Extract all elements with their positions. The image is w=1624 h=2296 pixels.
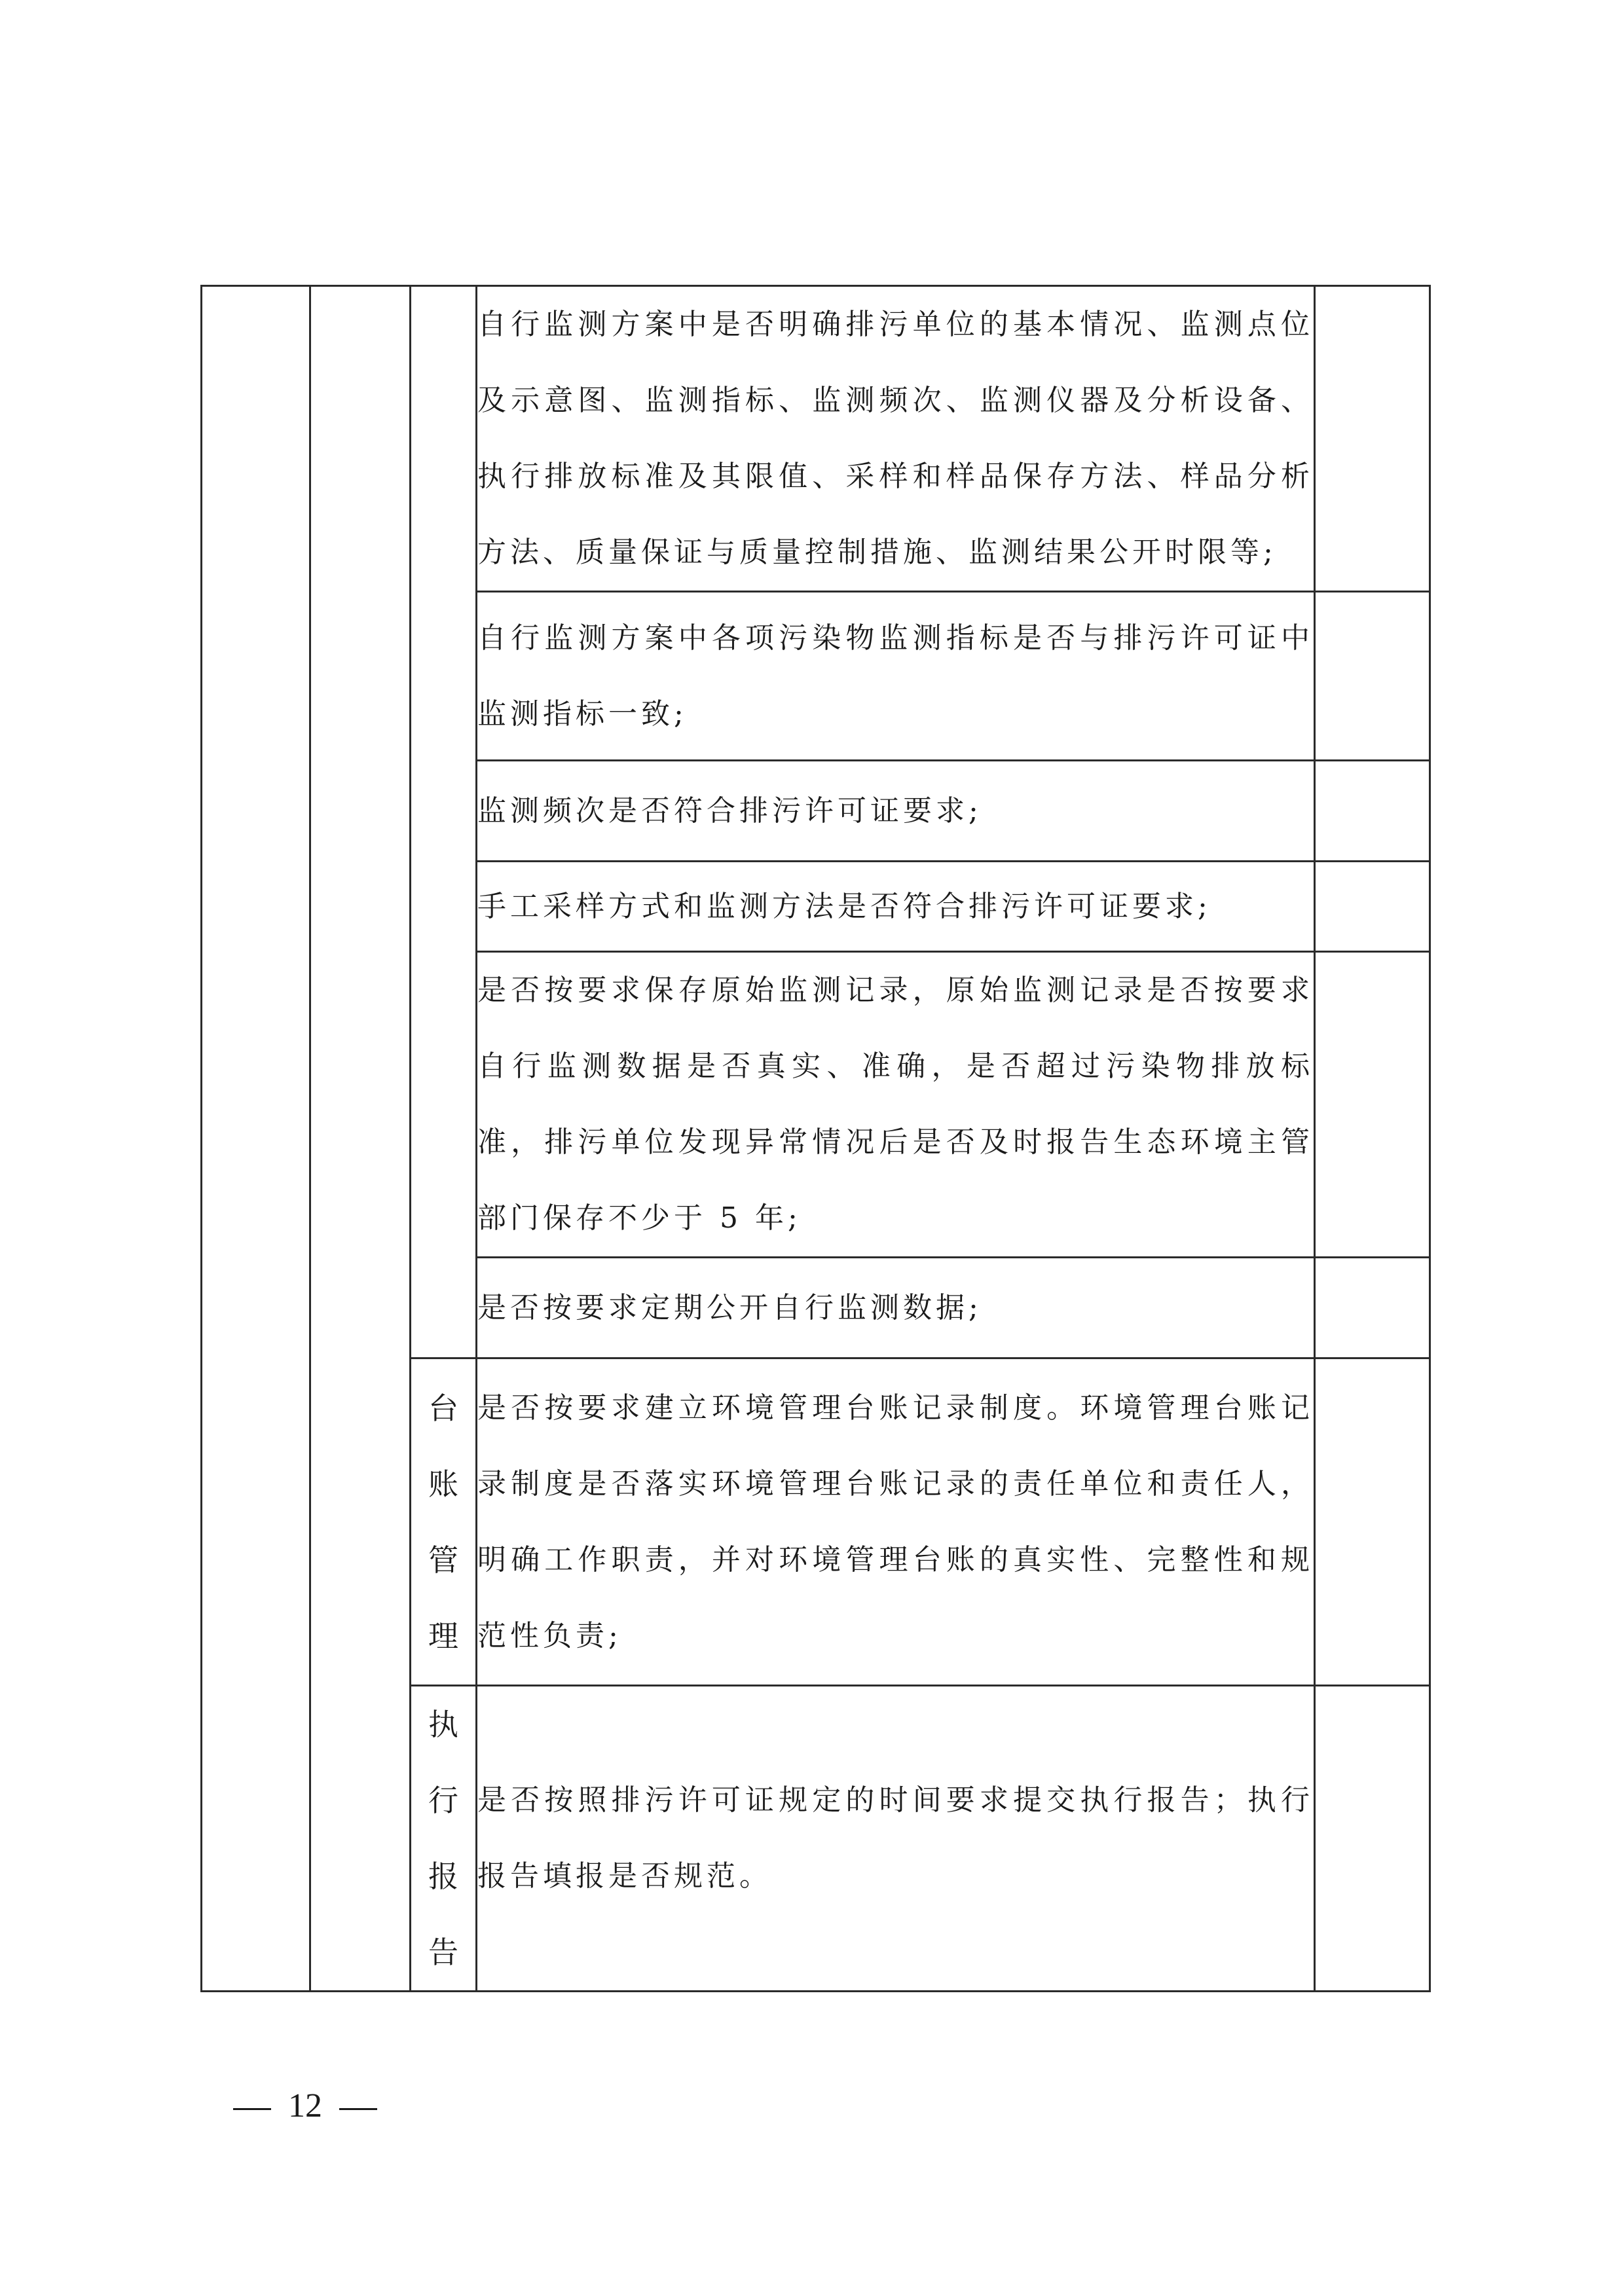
check-item-ledger-system: 是否按要求建立环境管理台账记录制度。环境管理台账记录制度是否落实环境管理台账记录的责任单位和责任人，明确工作职责，并对环境管理台账的真实性、完整性和规范性负责; xyxy=(477,1358,1315,1686)
label-char: 告 xyxy=(428,1935,458,1970)
page-number-value: 12 xyxy=(288,2087,322,2124)
check-item-monitoring-frequency: 监测频次是否符合排污许可证要求; xyxy=(477,761,1315,862)
result-cell xyxy=(1315,1258,1430,1358)
check-item-sampling-method: 手工采样方式和监测方法是否符合排污许可证要求; xyxy=(477,862,1315,952)
page-number-dash-left xyxy=(233,2108,271,2110)
check-item-execution-report: 是否按照排污许可证规定的时间要求提交执行报告；执行报告填报是否规范。 xyxy=(477,1686,1315,1992)
check-item-indicator-consistency: 自行监测方案中各项污染物监测指标是否与排污许可证中监测指标一致; xyxy=(477,592,1315,761)
table-row xyxy=(202,286,1430,592)
check-item-data-disclosure: 是否按要求定期公开自行监测数据; xyxy=(477,1258,1315,1358)
category-cell-empty xyxy=(202,286,310,1992)
monitoring-label-cell-empty xyxy=(411,286,477,1358)
result-cell xyxy=(1315,761,1430,862)
subcategory-cell-empty xyxy=(310,286,411,1992)
check-item-monitoring-plan: 自行监测方案中是否明确排污单位的基本情况、监测点位及示意图、监测指标、监测频次、监测仪器及分析设备、执行排放标准及其限值、采样和样品保存方法、样品分析方法、质量保证与质量控制措施、监测结果公开时限等; xyxy=(477,286,1315,592)
execution-report-label xyxy=(411,1686,477,1992)
label-char: 管 xyxy=(428,1542,458,1578)
inspection-checklist-table xyxy=(200,285,1431,1992)
label-char: 执 xyxy=(428,1707,458,1742)
result-cell xyxy=(1315,286,1430,592)
result-cell xyxy=(1315,1686,1430,1992)
check-item-original-records: 是否按要求保存原始监测记录，原始监测记录是否按要求自行监测数据是否真实、准确，是否超过污染物排放标准，排污单位发现异常情况后是否及时报告生态环境主管部门保存不少于 5 年; xyxy=(477,952,1315,1258)
label-char: 账 xyxy=(428,1466,458,1502)
page-number xyxy=(233,2080,377,2132)
label-char: 报 xyxy=(428,1859,458,1894)
result-cell xyxy=(1315,1358,1430,1686)
result-cell xyxy=(1315,592,1430,761)
page-number-dash-right xyxy=(339,2108,377,2110)
label-char: 台 xyxy=(428,1390,458,1426)
label-char: 行 xyxy=(428,1783,458,1818)
result-cell xyxy=(1315,952,1430,1258)
result-cell xyxy=(1315,862,1430,952)
ledger-management-label xyxy=(411,1358,477,1686)
label-char: 理 xyxy=(428,1618,458,1654)
